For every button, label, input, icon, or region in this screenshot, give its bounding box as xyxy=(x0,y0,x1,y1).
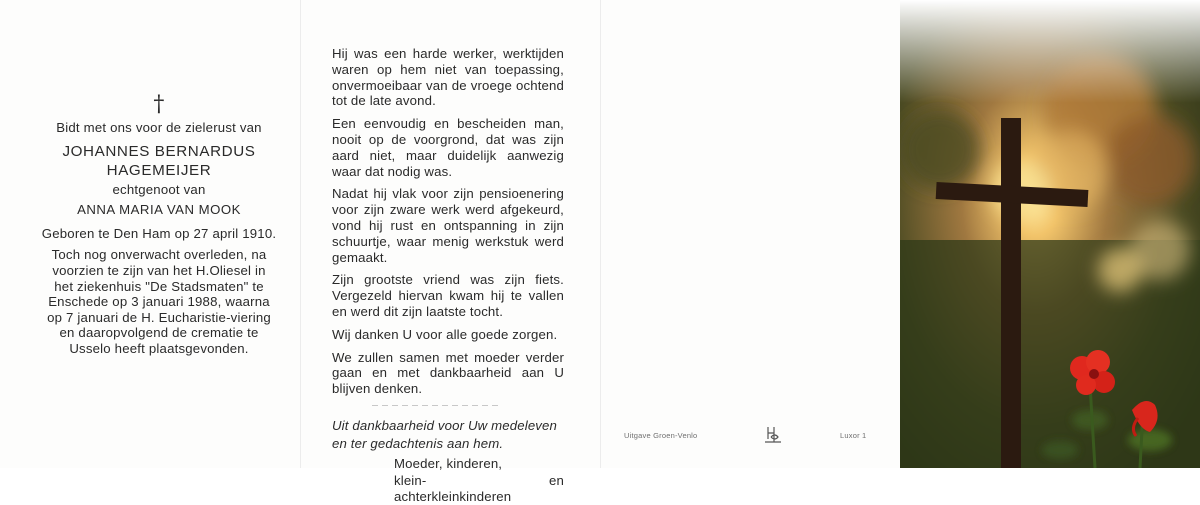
thanks-line-2: en ter gedachtenis aan hem. xyxy=(332,435,504,451)
series-label: Luxor 1 xyxy=(840,431,867,440)
tribute-paragraph-character: Een eenvoudig en bescheiden man, nooit op de voorgrond, dat was zijn aard niet, maar duidelijk aanwezig waar dat nodig was. xyxy=(332,116,564,179)
death-line: Usselo heeft plaatsgevonden. xyxy=(69,340,249,356)
spouse-intro: echtgenoot van xyxy=(112,181,206,197)
spouse-name: ANNA MARIA VAN MOOK xyxy=(77,202,241,218)
death-line: het ziekenhuis "De Stadsmaten" te xyxy=(54,278,264,294)
deceased-name-last: HAGEMEIJER xyxy=(106,161,212,179)
divider xyxy=(372,405,502,406)
middle-panel xyxy=(332,46,564,505)
death-paragraph xyxy=(28,247,290,356)
tribute-paragraph-bicycle: Zijn grootste vriend was zijn fiets. Vergezeld hiervan kwam hij te vallen en werd dit zijn laatste tocht. xyxy=(332,272,564,319)
tribute-paragraph-remember: We zullen samen met moeder verder gaan en met dankbaarheid aan U blijven denken. xyxy=(332,349,564,397)
signature-line-2: klein- en achterkleinkinderen xyxy=(394,473,564,505)
cross-icon: † xyxy=(153,92,165,117)
fold-line-left xyxy=(300,0,301,468)
publisher-label: Uitgave Groen-Venlo xyxy=(624,431,698,440)
death-line: en daaropvolgend de crematie te xyxy=(59,325,259,341)
death-line: Enschede op 3 januari 1988, waarna xyxy=(48,294,270,310)
memorial-photo xyxy=(900,0,1200,468)
death-line: Toch nog onverwacht overleden, na xyxy=(51,247,267,263)
death-line: voorzien te zijn van het H.Oliesel in xyxy=(52,262,266,278)
signature-line-1: Moeder, kinderen, xyxy=(394,455,503,471)
publisher-monogram-icon xyxy=(762,424,784,446)
prayer-line: Bidt met ons voor de zielerust van xyxy=(56,120,262,135)
thanks-line-1: Uit dankbaarheid voor Uw medeleven xyxy=(332,417,558,433)
tribute-paragraph-work: Hij was een harde werker, werktijden waren op hem niet van toepassing, onvermoeibaar van de vroege ochtend tot de late avond. xyxy=(332,46,564,109)
deceased-name-first: JOHANNES BERNARDUS xyxy=(62,142,256,160)
fold-line-middle xyxy=(600,0,601,468)
birth-line: Geboren te Den Ham op 27 april 1910. xyxy=(41,225,277,241)
death-line: op 7 januari de H. Eucharistie-viering xyxy=(47,309,271,325)
left-panel xyxy=(28,92,290,357)
cross-and-flower-image xyxy=(900,0,1200,468)
tribute-paragraph-thanks: Wij danken U voor alle goede zorgen. xyxy=(332,326,558,342)
tribute-paragraph-retirement: Nadat hij vlak voor zijn pensioenering voor zijn zware werk werd afgekeurd, vond hij rust en ontspanning in zijn schuurtje, waar menig werkstuk werd gemaakt. xyxy=(332,186,564,265)
